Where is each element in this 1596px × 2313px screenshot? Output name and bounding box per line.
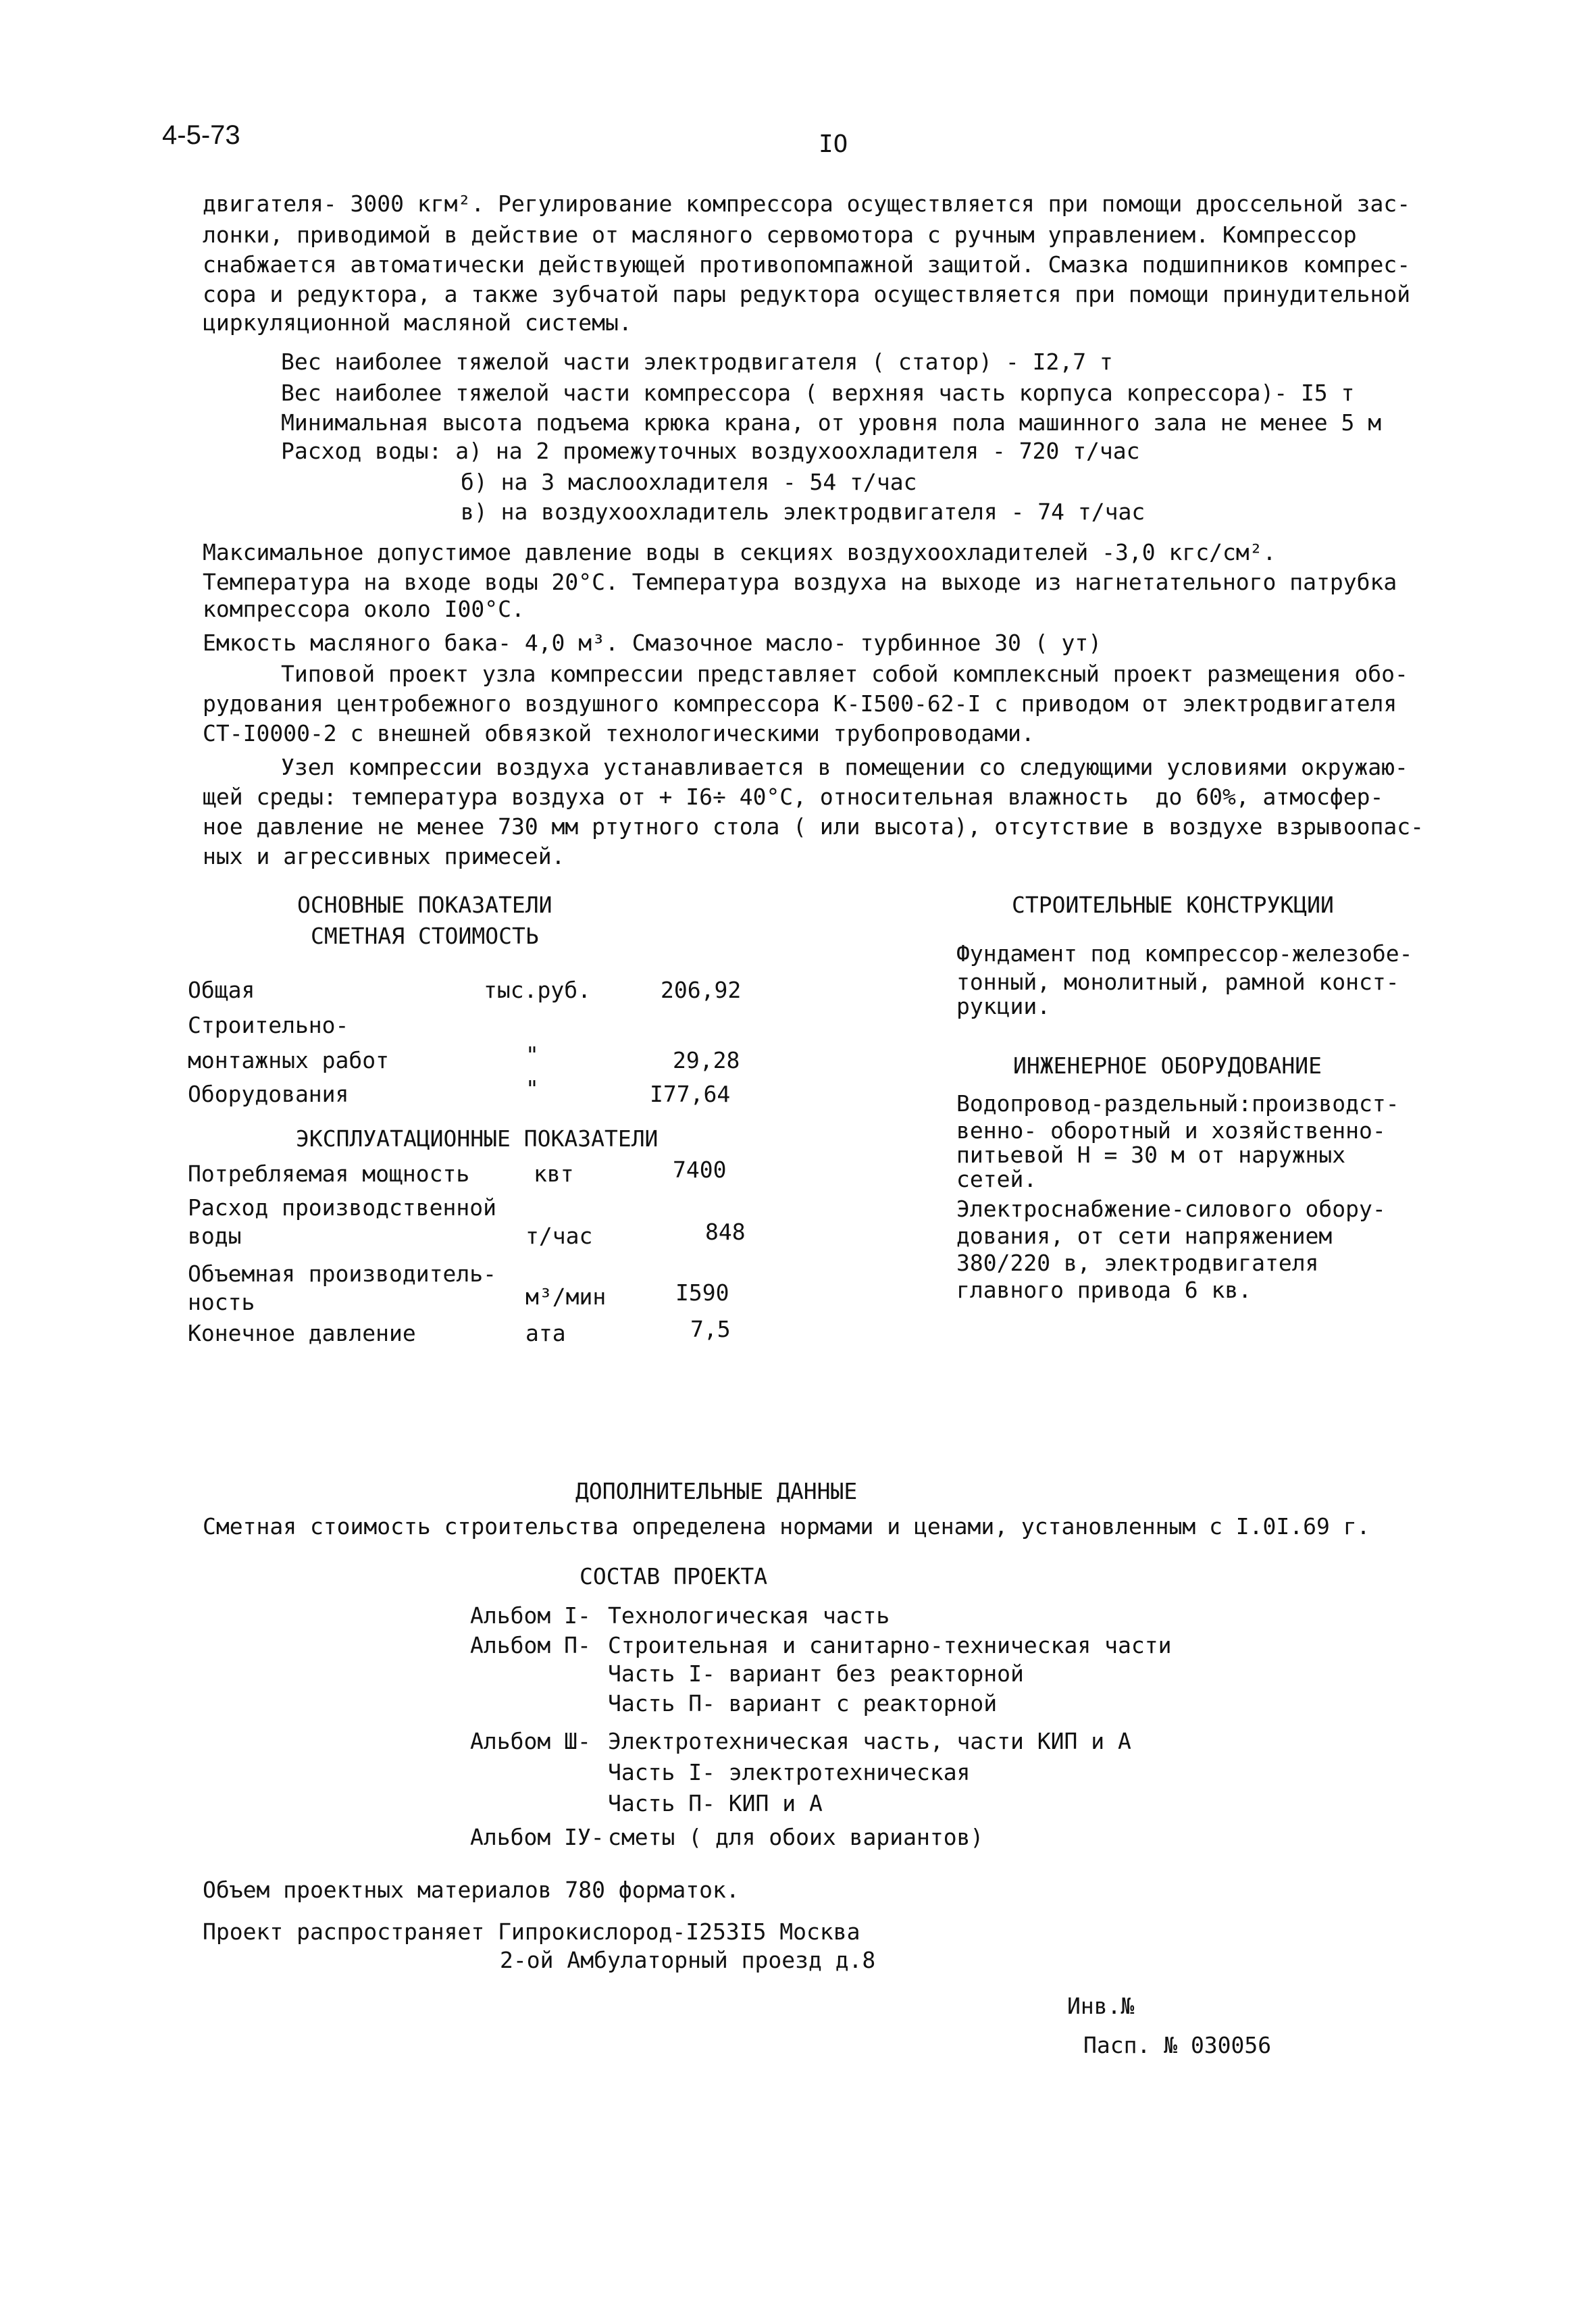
engineering-line: сетей.	[956, 1166, 1037, 1192]
exp-unit: м³/мин	[525, 1283, 607, 1310]
cost-label: монтажных работ	[188, 1047, 390, 1073]
distributor-address: 2-ой Амбулаторный проезд д.8	[500, 1947, 876, 1973]
water-sub-line: в) на воздухоохладитель электродвигателя - 74 т/час	[461, 499, 1145, 525]
exp-unit: ата	[525, 1320, 566, 1346]
album-text: Строительная и санитарно-техническая части	[608, 1632, 1172, 1658]
oil-line: Емкость масляного бака- 4,0 м³. Смазочное масло- турбинное 30 ( ут)	[203, 630, 1102, 656]
engineering-line: питьевой Н = 30 м от наружных	[956, 1142, 1346, 1168]
exp-value: 848	[705, 1219, 746, 1245]
cost-unit: тыс.руб.	[484, 977, 591, 1003]
extra-text: Сметная стоимость строительства определена нормами и ценами, установленным с I.0I.69 г.	[203, 1513, 1370, 1540]
distributor-line: Проект распространяет Гипрокислород-I253I5 Москва	[203, 1918, 860, 1945]
exp-label: Потребляемая мощность	[188, 1161, 470, 1187]
water-sub-line: б) на 3 маслоохладителя - 54 т/час	[461, 469, 917, 495]
exp-unit: т/час	[525, 1223, 593, 1249]
weight-line: Вес наиболее тяжелой части компрессора ( верхняя часть корпуса копрессора)- I5 т	[281, 380, 1355, 406]
conditions-line: Узел компрессии воздуха устанавливается в помещении со следующими условиями окружаю-	[281, 754, 1408, 780]
exp-label: воды	[188, 1223, 242, 1249]
project-desc-line: рудования центробежного воздушного компрессора К-I500-62-I с приводом от электродвигателя	[203, 690, 1397, 717]
composition-title: СОСТАВ ПРОЕКТА	[580, 1563, 768, 1590]
exp-value: 7,5	[690, 1316, 731, 1342]
album-text: сметы ( для обоих вариантов)	[608, 1824, 984, 1850]
pressure-line: Температура на входе воды 20°С. Температура воздуха на выходе из нагнетательного патрубка	[203, 569, 1397, 595]
album-part: Часть I- электротехническая	[608, 1759, 971, 1785]
cost-value: 206,92	[661, 977, 742, 1003]
extra-title: ДОПОЛНИТЕЛЬНЫЕ ДАННЫЕ	[575, 1478, 858, 1504]
electric-line: главного привода 6 кв.	[956, 1277, 1252, 1303]
exploitation-title: ЭКСПЛУАТАЦИОННЫЕ ПОКАЗАТЕЛИ	[296, 1125, 659, 1152]
exp-label: ность	[188, 1289, 255, 1315]
album-text: Электротехническая часть, части КИП и А	[608, 1728, 1131, 1754]
project-desc-line: Типовой проект узла компрессии представляет собой комплексный проект размещения обо-	[281, 661, 1408, 687]
engineering-line: венно- оборотный и хозяйственно-	[956, 1117, 1386, 1144]
intro-line: двигателя- 3000 кгм². Регулирование компрессора осуществляется при помощи дроссельной зас-	[203, 190, 1411, 217]
album-label: Альбом Ш-	[470, 1728, 591, 1754]
cost-title: СМЕТНАЯ СТОИМОСТЬ	[311, 923, 539, 949]
album-part: Часть П- вариант с реакторной	[608, 1690, 998, 1717]
electric-line: 380/220 в, электродвигателя	[956, 1250, 1319, 1276]
page-number: IO	[819, 130, 848, 158]
album-label: Альбом I-	[470, 1602, 591, 1629]
cost-unit: "	[525, 1042, 539, 1068]
engineering-line: Водопровод-раздельный:производст-	[956, 1090, 1399, 1117]
weight-line: Вес наиболее тяжелой части электродвигателя ( статор) - I2,7 т	[281, 349, 1113, 375]
weight-line: Минимальная высота подъема крюка крана, от уровня пола машинного зала не менее 5 м	[281, 409, 1382, 436]
construction-line: Фундамент под компрессор-железобе-	[956, 940, 1413, 967]
passport-number: Пасп. № 030056	[1083, 2032, 1272, 2058]
cost-unit: "	[525, 1075, 539, 1102]
conditions-line: ных и агрессивных примесей.	[203, 843, 565, 869]
inventory-number: Инв.№	[1067, 1993, 1135, 2019]
volume-text: Объем проектных материалов 780 форматок.	[203, 1877, 740, 1903]
construction-line: рукции.	[956, 993, 1051, 1019]
album-part: Часть П- КИП и А	[608, 1790, 823, 1816]
exp-value: 7400	[673, 1156, 727, 1183]
pressure-line: Максимальное допустимое давление воды в секциях воздухоохладителей -3,0 кгс/см².	[203, 539, 1277, 565]
intro-line: снабжается автоматически действующей противопомпажной защитой. Смазка подшипников компрес-	[203, 251, 1411, 278]
electric-line: дования, от сети напряжением	[956, 1223, 1333, 1249]
pressure-line: компрессора около I00°С.	[203, 596, 525, 622]
project-desc-line: СТ-I0000-2 с внешней обвязкой технологическими трубопроводами.	[203, 720, 1035, 746]
intro-line: сора и редуктора, а также зубчатой пары редуктора осуществляется при помощи принудительной	[203, 281, 1411, 307]
exp-value: I590	[675, 1279, 729, 1306]
exp-label: Объемная производитель-	[188, 1261, 496, 1287]
cost-value: 29,28	[673, 1047, 740, 1073]
cost-value: I77,64	[650, 1081, 731, 1107]
cost-label: Оборудования	[188, 1081, 349, 1107]
weight-line: Расход воды: а) на 2 промежуточных воздухоохладителя - 720 т/час	[281, 438, 1140, 464]
main-indicators-title: ОСНОВНЫЕ ПОКАЗАТЕЛИ	[297, 892, 552, 918]
album-label: Альбом IУ-	[470, 1824, 604, 1850]
intro-line: циркуляционной масляной системы.	[203, 309, 632, 336]
construction-title: СТРОИТЕЛЬНЫЕ КОНСТРУКЦИИ	[1012, 892, 1334, 918]
exp-unit: квт	[534, 1161, 574, 1187]
cost-label: Общая	[188, 977, 255, 1003]
engineering-title: ИНЖЕНЕРНОЕ ОБОРУДОВАНИЕ	[1013, 1052, 1322, 1079]
cost-label: Строительно-	[188, 1012, 349, 1038]
handwritten-code: 4-5-73	[162, 120, 240, 150]
exp-label: Конечное давление	[188, 1320, 416, 1346]
exp-label: Расход производственной	[188, 1194, 496, 1221]
album-text: Технологическая часть	[608, 1602, 890, 1629]
electric-line: Электроснабжение-силового обору-	[956, 1196, 1386, 1222]
intro-line: лонки, приводимой в действие от масляного сервомотора с ручным управлением. Компрессор	[203, 222, 1357, 248]
construction-line: тонный, монолитный, рамной конст-	[956, 969, 1399, 995]
conditions-line: щей среды: температура воздуха от + I6÷ 40°С, относительная влажность до 60%, атмосфер-	[203, 784, 1384, 810]
conditions-line: ное давление не менее 730 мм ртутного стола ( или высота), отсутствие в воздухе взрывоопас-	[203, 813, 1424, 840]
album-part: Часть I- вариант без реакторной	[608, 1660, 1024, 1687]
album-label: Альбом П-	[470, 1632, 591, 1658]
